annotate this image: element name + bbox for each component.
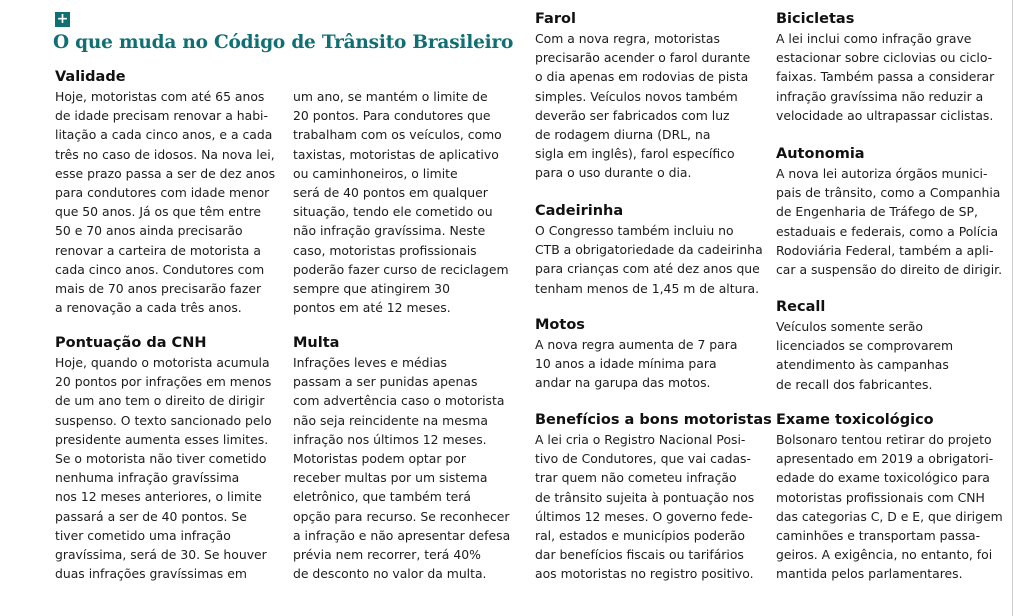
page-edge-divider: [1012, 0, 1013, 616]
text-line: de desconto no valor da multa.: [293, 566, 487, 582]
text-line: duas infrações gravíssimas em: [55, 566, 247, 582]
text-line: nos 12 meses anteriores, o limite: [55, 489, 262, 505]
section-body: [293, 87, 511, 317]
text-line: não infração gravíssima. Neste: [293, 223, 486, 239]
text-line: tenham menos de 1,45 m de altura.: [535, 280, 760, 296]
section-pontuacao-continued: [293, 87, 511, 317]
text-line: de Engenharia de Tráfego de SP,: [776, 204, 978, 220]
text-line: atendimento às campanhas: [776, 357, 949, 373]
section-body: [776, 164, 1006, 279]
text-line: dar benefícios fiscais ou tarifários: [535, 547, 744, 563]
text-line: tivo de Condutores, que vai cadas-: [535, 451, 751, 467]
section-heading: Pontuação da CNH: [55, 335, 207, 351]
text-line: gravíssima, será de 30. Se houver: [55, 547, 267, 563]
page-title: O que muda no Código de Trânsito Brasileiro: [53, 32, 514, 53]
text-line: Hoje, motoristas com até 65 anos: [55, 89, 265, 104]
text-line: últimos 12 meses. O governo fede-: [535, 508, 753, 524]
text-line: Bolsonaro tentou retirar do projeto: [776, 432, 992, 447]
section-body: [776, 29, 1006, 125]
text-line: Se o motorista não tiver cometido: [55, 451, 267, 467]
section-body: [776, 317, 1006, 394]
text-line: precisarão acender o farol durante: [535, 50, 751, 66]
text-line: pontos em até 12 meses.: [293, 300, 451, 316]
text-line: simples. Veículos novos também: [535, 88, 738, 104]
text-line: de trânsito sujeita à pontuação nos: [535, 489, 755, 505]
plus-icon: +: [56, 11, 69, 27]
section-beneficios: [535, 411, 772, 584]
section-heading: Motos: [535, 317, 585, 333]
text-line: edade do exame toxicológico para: [776, 470, 990, 486]
text-line: para crianças com até dez anos que: [535, 261, 760, 277]
text-line: caminhões e transportam passa-: [776, 528, 981, 544]
text-line: Rodoviária Federal, também a apli-: [776, 242, 994, 258]
section-multa: [293, 334, 511, 583]
text-line: opção para recurso. Se reconhecer: [293, 508, 510, 524]
text-line: andar na garupa das motos.: [535, 375, 711, 391]
text-line: passará a ser de 40 pontos. Se: [55, 508, 247, 524]
text-line: suspenso. O texto sancionado pelo: [55, 412, 272, 428]
text-line: com advertência caso o motorista: [293, 393, 505, 409]
section-cadeirinha: [535, 202, 761, 298]
section-body: [776, 430, 1006, 584]
text-line: litação a cada cinco anos, e a cada: [55, 127, 273, 143]
section-heading: Validade: [55, 69, 126, 85]
section-body: [55, 353, 287, 583]
text-line: a renovação a cada três anos.: [55, 300, 242, 316]
text-line: A lei cria o Registro Nacional Posi-: [535, 432, 746, 447]
text-line: Hoje, quando o motorista acumula: [55, 355, 270, 370]
section-heading: Bicicletas: [776, 11, 855, 27]
text-line: aos motoristas no registro positivo.: [535, 566, 754, 582]
text-line: ou caminhoneiros, o limite: [293, 165, 458, 181]
text-line: esse prazo passa a ser de dez anos: [55, 165, 276, 181]
section-heading: Multa: [293, 335, 340, 351]
text-line: CTB a obrigatoriedade da cadeirinha: [535, 242, 763, 258]
text-line: Motoristas podem optar por: [293, 451, 466, 467]
text-line: trar quem não cometeu infração: [535, 470, 737, 486]
text-line: pais de trânsito, como a Companhia: [776, 185, 1001, 201]
section-farol: [535, 10, 761, 183]
text-line: faixas. Também passa a considerar: [776, 69, 995, 85]
text-line: não seja reincidente na mesma: [293, 412, 488, 428]
text-line: 20 pontos. Para condutores que: [293, 108, 491, 124]
text-line: será de 40 pontos em qualquer: [293, 185, 488, 201]
text-line: mais de 70 anos precisarão fazer: [55, 281, 262, 297]
text-line: para o uso durante o dia.: [535, 165, 692, 181]
section-body: [293, 353, 511, 583]
text-line: eletrônico, que também terá: [293, 489, 471, 505]
section-body: [535, 221, 761, 298]
text-line: presidente aumenta esses limites.: [55, 431, 269, 447]
text-line: A nova lei autoriza órgãos munici-: [776, 166, 988, 181]
section-pontuacao: [55, 334, 287, 583]
section-heading: Cadeirinha: [535, 203, 624, 219]
section-heading: Exame toxicológico: [776, 412, 934, 428]
text-line: motoristas profissionais com CNH: [776, 489, 985, 505]
section-autonomia: [776, 145, 1006, 279]
text-line: Com a nova regra, motoristas: [535, 31, 720, 46]
text-line: a infração e não apresentar defesa: [293, 527, 511, 543]
text-line: nenhuma infração gravíssima: [55, 470, 240, 486]
text-line: infração nos últimos 12 meses.: [293, 431, 487, 447]
text-line: caso, motoristas profissionais: [293, 242, 477, 258]
text-line: que 50 anos. Já os que têm entre: [55, 204, 262, 220]
text-line: de rodagem diurna (DRL, na: [535, 127, 711, 143]
text-line: deverão ser fabricados com luz: [535, 107, 730, 123]
text-line: sempre que atingirem 30: [293, 281, 450, 297]
section-heading: Recall: [776, 299, 826, 315]
text-line: cada cinco anos. Condutores com: [55, 261, 265, 277]
text-line: infração gravíssima não reduzir a: [776, 88, 984, 104]
text-line: A nova regra aumenta de 7 para: [535, 337, 738, 352]
text-line: estacionar sobre ciclovias ou ciclo-: [776, 50, 993, 66]
text-line: licenciados se comprovarem: [776, 338, 954, 354]
section-heading: Benefícios a bons motoristas: [535, 412, 772, 428]
text-line: O Congresso também incluiu no: [535, 223, 734, 238]
text-line: car a suspensão do direito de dirigir.: [776, 262, 1003, 278]
text-line: de um ano tem o direito de dirigir: [55, 393, 265, 409]
section-heading: Farol: [535, 11, 576, 27]
text-line: um ano, se mantém o limite de: [293, 89, 488, 104]
text-line: 20 pontos por infrações em menos: [55, 374, 272, 390]
text-line: de recall dos fabricantes.: [776, 376, 933, 392]
text-line: Veículos somente serão: [776, 319, 924, 334]
section-bicicletas: [776, 10, 1006, 125]
text-line: ral, estados e municípios poderão: [535, 528, 745, 544]
text-line: Infrações leves e médias: [293, 355, 447, 370]
text-line: para condutores com idade menor: [55, 185, 270, 201]
section-body: [535, 29, 761, 183]
text-line: situação, tendo ele cometido ou: [293, 204, 493, 220]
text-line: poderão fazer curso de reciclagem: [293, 261, 509, 277]
text-line: apresentado em 2019 a obrigatori-: [776, 451, 994, 467]
text-line: prévia nem recorrer, terá 40%: [293, 547, 481, 563]
text-line: trabalham com os veículos, como: [293, 127, 502, 143]
text-line: sigla em inglês), farol específico: [535, 146, 735, 162]
text-line: passam a ser punidas apenas: [293, 374, 478, 390]
section-recall: [776, 298, 1006, 394]
text-line: A lei inclui como infração grave: [776, 31, 972, 46]
text-line: taxistas, motoristas de aplicativo: [293, 146, 499, 162]
text-line: três no caso de idosos. Na nova lei,: [55, 146, 275, 162]
section-body: [535, 335, 761, 393]
section-body: [535, 430, 761, 584]
section-heading: Autonomia: [776, 146, 865, 162]
text-line: geiros. A exigência, no entanto, foi: [776, 547, 993, 563]
section-body: [55, 87, 287, 317]
text-line: receber multas por um sistema: [293, 470, 488, 486]
text-line: mantida pelos parlamentares.: [776, 566, 963, 582]
text-line: estaduais e federais, como a Polícia: [776, 223, 999, 239]
text-line: das categorias C, D e E, que dirigem: [776, 508, 1003, 524]
text-line: tiver cometido uma infração: [55, 527, 231, 543]
text-line: o dia apenas em rodovias de pista: [535, 69, 749, 85]
section-motos: [535, 316, 761, 393]
section-validade: [55, 68, 287, 317]
section-exame-toxicologico: [776, 411, 1006, 584]
text-line: 10 anos a idade mínima para: [535, 356, 717, 372]
text-line: renovar a carteira de motorista a: [55, 242, 261, 258]
text-line: velocidade ao ultrapassar ciclistas.: [776, 107, 994, 123]
text-line: 50 e 70 anos ainda precisarão: [55, 223, 243, 239]
text-line: de idade precisam renovar a habi-: [55, 108, 268, 124]
